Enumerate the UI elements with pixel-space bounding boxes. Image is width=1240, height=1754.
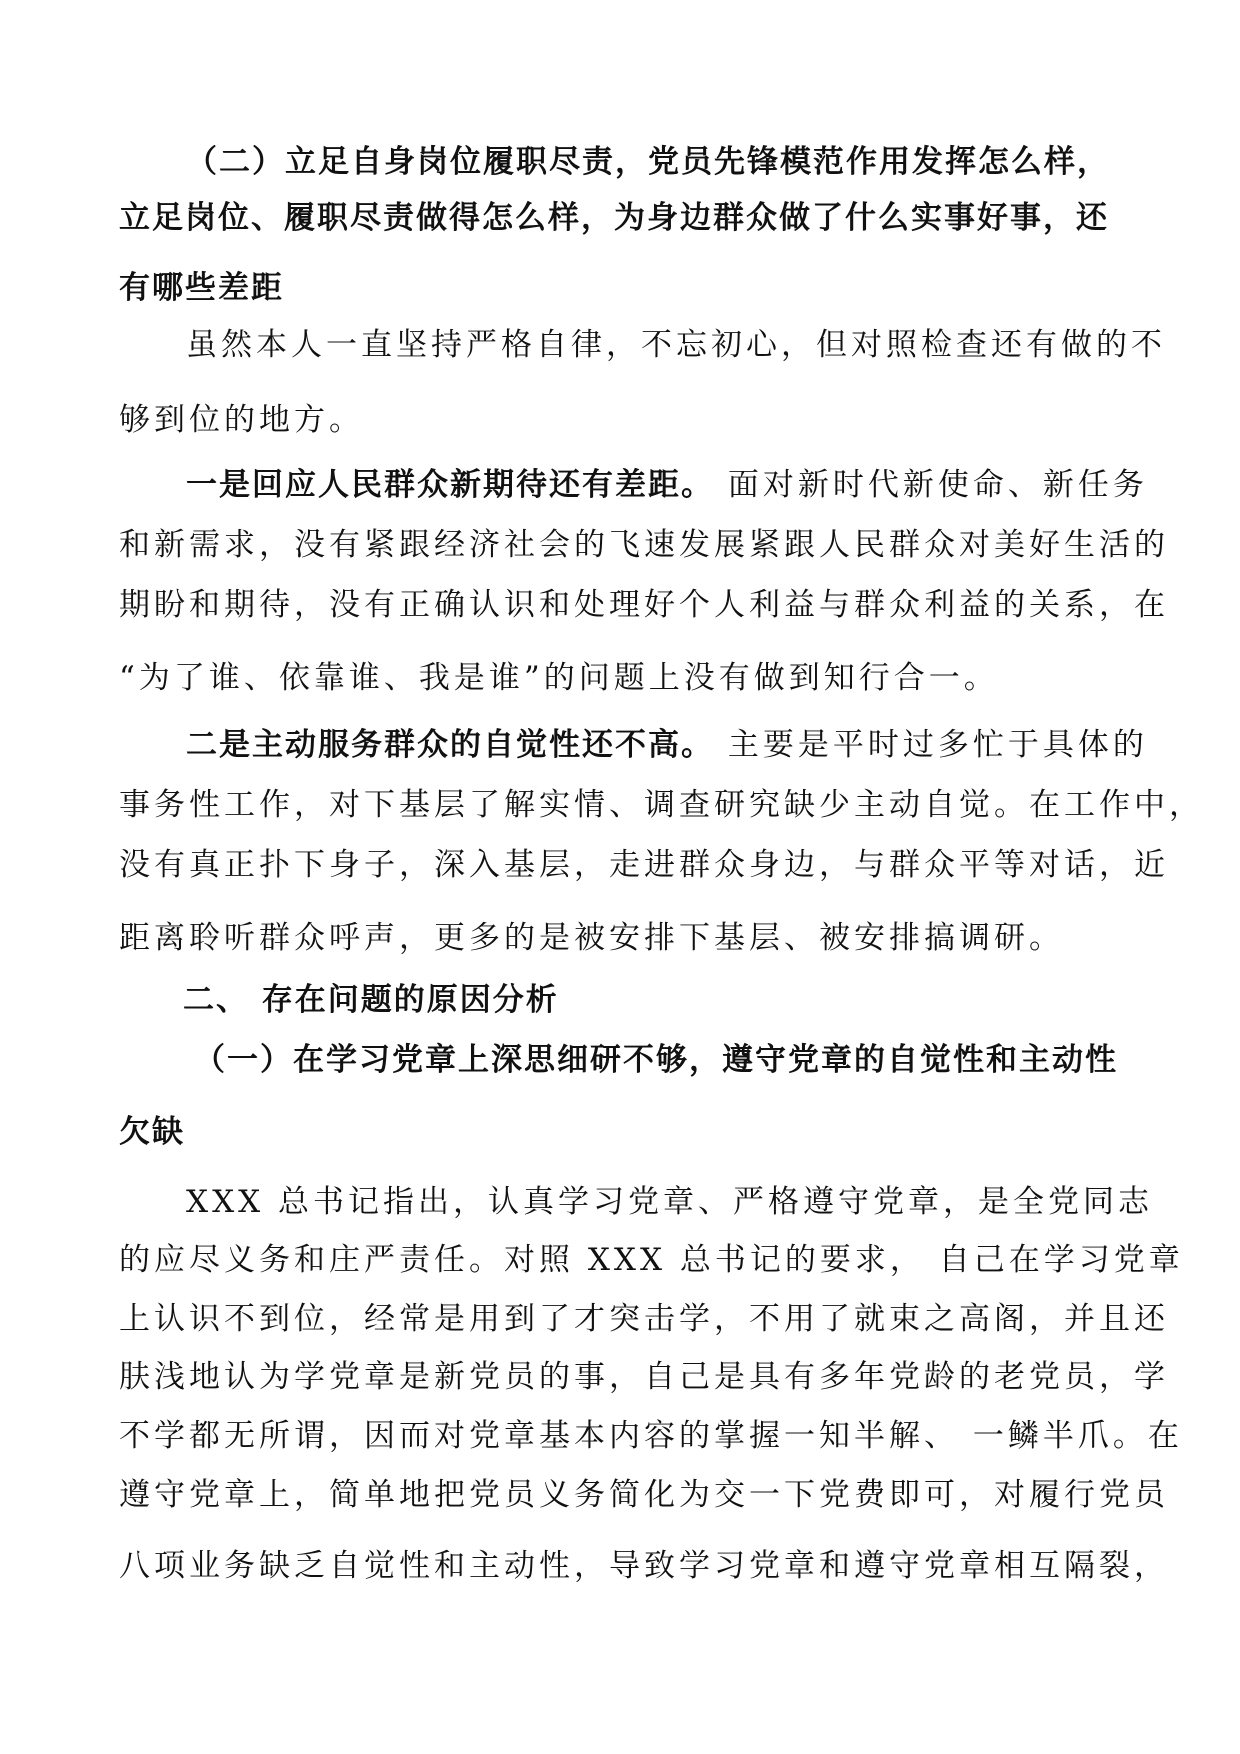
text-segment: “为了谁、依靠谁、我是谁”的问题上没有做到知行合一。 xyxy=(119,660,999,696)
text-segment: XXX 总书记指出，认真学习党章、严格遵守党章，是全党同志 xyxy=(186,1184,1154,1220)
text-segment: 够到位的地方。 xyxy=(119,402,364,438)
text-segment: 上认识不到位，经常是用到了才突击学，不用了就束之高阁，并且还 xyxy=(119,1301,1169,1337)
text-segment: 事务性工作，对下基层了解实情、调查研究缺少主动自觉。在工作中， xyxy=(119,787,1204,823)
paragraph-intro-line-1 xyxy=(186,325,1166,365)
text-segment: 虽然本人一直坚持严格自律，不忘初心，但对照检查还有做的不 xyxy=(186,327,1166,363)
text-segment: 主要是平时过多忙于具体的 xyxy=(714,727,1148,763)
text-segment: 距离聆听群众呼声，更多的是被安排下基层、被安排搞调研。 xyxy=(119,920,1064,956)
text-segment: （二）立足自身岗位履职尽责，党员先锋模范作用发挥怎么样， xyxy=(186,144,1110,180)
paragraph-analysis-line-6 xyxy=(119,1475,1169,1515)
heading-2-line-2 xyxy=(119,198,1109,238)
paragraph-analysis-line-2 xyxy=(119,1240,1184,1280)
text-segment: 有哪些差距 xyxy=(119,270,284,306)
paragraph-analysis-line-7 xyxy=(119,1546,1169,1586)
point-2-lead: 二是主动服务群众的自觉性还不高。 xyxy=(186,727,714,763)
paragraph-point-1-line-2 xyxy=(119,525,1169,565)
paragraph-point-1-line-1 xyxy=(186,465,1148,505)
text-segment: 肤浅地认为学党章是新党员的事，自己是具有多年党龄的老党员，学 xyxy=(119,1359,1169,1395)
point-1-lead: 一是回应人民群众新期待还有差距。 xyxy=(186,467,714,503)
paragraph-point-2-line-1 xyxy=(186,725,1148,765)
paragraph-point-1-line-3 xyxy=(119,585,1169,625)
paragraph-point-1-line-4 xyxy=(119,658,999,698)
text-segment: 和新需求，没有紧跟经济社会的飞速发展紧跟人民群众对美好生活的 xyxy=(119,527,1169,563)
text-segment: 的应尽义务和庄严责任。对照 XXX 总书记的要求， 自己在学习党章 xyxy=(119,1242,1184,1278)
text-segment: 不学都无所谓，因而对党章基本内容的掌握一知半解、 一鳞半爪。在 xyxy=(119,1418,1183,1454)
text-segment: 八项业务缺乏自觉性和主动性，导致学习党章和遵守党章相互隔裂， xyxy=(119,1548,1169,1584)
paragraph-point-2-line-4 xyxy=(119,918,1064,958)
heading-2-line-3 xyxy=(119,268,284,308)
text-segment: 期盼和期待，没有正确认识和处理好个人利益与群众利益的关系，在 xyxy=(119,587,1169,623)
text-segment: 立足岗位、履职尽责做得怎么样，为身边群众做了什么实事好事，还 xyxy=(119,200,1109,236)
text-segment: 遵守党章上，简单地把党员义务简化为交一下党费即可，对履行党员 xyxy=(119,1477,1169,1513)
paragraph-analysis-line-3 xyxy=(119,1299,1169,1339)
text-segment: 没有真正扑下身子，深入基层，走进群众身边，与群众平等对话，近 xyxy=(119,847,1169,883)
paragraph-point-2-line-3 xyxy=(119,845,1169,885)
subheading-1-line-2 xyxy=(119,1112,185,1152)
paragraph-analysis-line-1 xyxy=(186,1182,1153,1222)
text-segment: 二、 存在问题的原因分析 xyxy=(183,982,559,1018)
text-segment: （一）在学习党章上深思细研不够，遵守党章的自觉性和主动性 xyxy=(194,1042,1118,1078)
section-heading xyxy=(183,980,559,1020)
heading-2-line-1 xyxy=(186,142,1110,182)
paragraph-point-2-line-2 xyxy=(119,785,1204,825)
paragraph-analysis-line-4 xyxy=(119,1357,1169,1397)
paragraph-analysis-line-5 xyxy=(119,1416,1183,1456)
paragraph-intro-line-2 xyxy=(119,400,364,440)
subheading-1-line-1 xyxy=(194,1040,1118,1080)
text-segment: 面对新时代新使命、新任务 xyxy=(714,467,1148,503)
text-segment: 欠缺 xyxy=(119,1114,185,1150)
